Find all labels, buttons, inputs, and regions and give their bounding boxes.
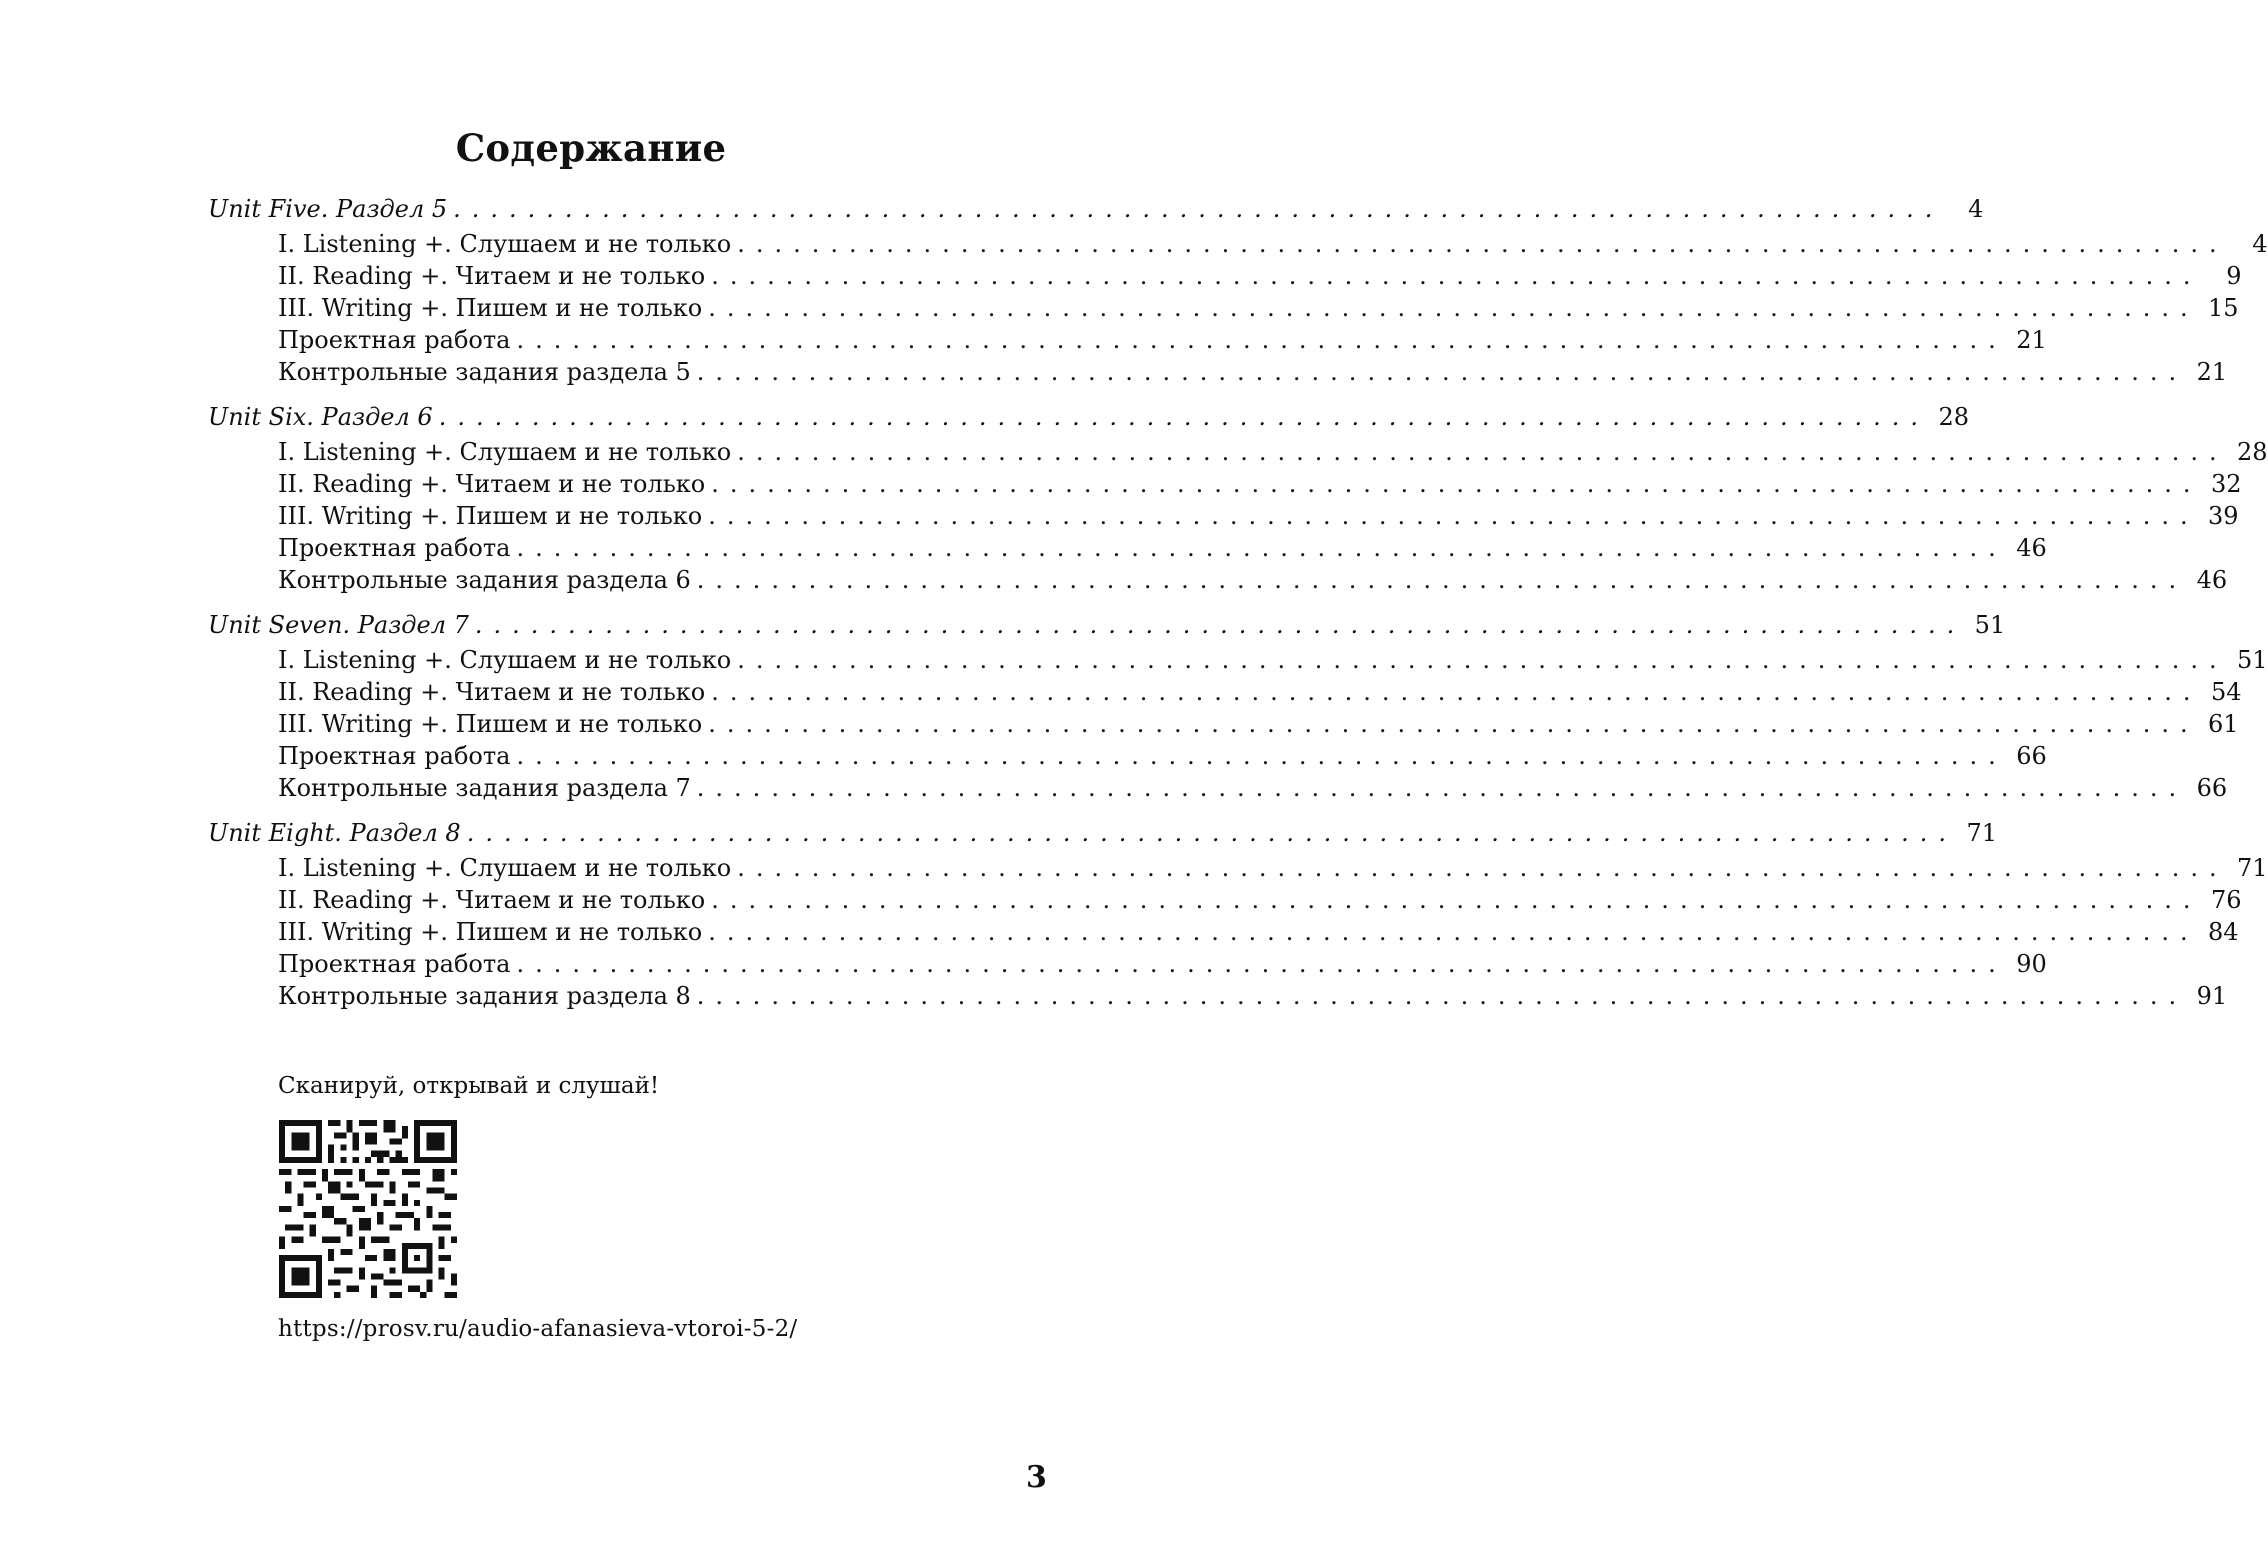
dot-leader: ................................................................................ — [696, 982, 2188, 1010]
toc-page-number: 71 — [2228, 852, 2268, 884]
toc-unit-row[interactable] — [208, 190, 1984, 228]
toc-unit-row[interactable] — [208, 398, 1969, 436]
toc-unit-7 — [208, 606, 2268, 804]
toc-entry[interactable] — [208, 916, 2239, 948]
toc-page-number: 54 — [2202, 676, 2242, 708]
toc-unit-label: Unit Eight. Раздел 8 — [208, 814, 467, 852]
scan-prompt: Сканируй, открывай и слушай! — [278, 1073, 660, 1099]
dot-leader: ................................................................................ — [737, 230, 2228, 258]
toc-page-number: 39 — [2199, 500, 2239, 532]
dot-leader: ................................................................................ — [516, 534, 2007, 562]
toc-entry-label: II. Reading +. Читаем и не только — [278, 884, 711, 916]
toc-entry[interactable] — [208, 852, 2268, 884]
toc-entry[interactable] — [208, 980, 2228, 1012]
toc-entry[interactable] — [208, 228, 2268, 260]
toc-entry-label: III. Writing +. Пишем и не только — [278, 292, 708, 324]
toc-page-number: 51 — [1965, 606, 2005, 644]
toc-page-number: 4 — [2228, 228, 2268, 260]
toc-entry[interactable] — [208, 884, 2242, 916]
toc-page-number: 4 — [1943, 190, 1983, 228]
toc-entry[interactable] — [208, 500, 2239, 532]
dot-leader: ................................................................................ — [708, 502, 2199, 530]
toc-entry[interactable] — [208, 468, 2242, 500]
dot-leader: ................................................................................ — [696, 774, 2188, 802]
dot-leader: ................................................................................ — [711, 678, 2202, 706]
dot-leader: ................................................................................ — [438, 403, 1929, 431]
toc-entry[interactable] — [208, 772, 2228, 804]
toc-entry[interactable] — [208, 948, 2047, 980]
toc-unit-label: Unit Seven. Раздел 7 — [208, 606, 475, 644]
toc-page-number: 32 — [2202, 468, 2242, 500]
dot-leader: ................................................................................ — [737, 854, 2228, 882]
toc-page-number: 21 — [2007, 324, 2047, 356]
page-title: Содержание — [455, 126, 727, 170]
toc-entry[interactable] — [208, 644, 2268, 676]
toc-entry-label: Контрольные задания раздела 7 — [278, 772, 697, 804]
toc-entry[interactable] — [208, 532, 2047, 564]
dot-leader: ................................................................................ — [737, 646, 2228, 674]
toc-page-number: 91 — [2187, 980, 2227, 1012]
toc-entry-label: II. Reading +. Читаем и не только — [278, 260, 711, 292]
dot-leader: ................................................................................ — [696, 566, 2188, 594]
toc-page-number: 46 — [2007, 532, 2047, 564]
toc-page-number: 28 — [2228, 436, 2268, 468]
toc-entry[interactable] — [208, 740, 2047, 772]
toc-entry-label: Проектная работа — [278, 324, 516, 356]
toc-page-number: 61 — [2199, 708, 2239, 740]
toc-entry-label: III. Writing +. Пишем и не только — [278, 708, 708, 740]
dot-leader: ................................................................................ — [737, 438, 2228, 466]
toc-unit-row[interactable] — [208, 814, 1998, 852]
dot-leader: ................................................................................ — [696, 358, 2188, 386]
toc-entry-label: Проектная работа — [278, 532, 516, 564]
toc-entry[interactable] — [208, 436, 2268, 468]
toc-page-number: 15 — [2199, 292, 2239, 324]
toc-page-number: 90 — [2007, 948, 2047, 980]
dot-leader: ................................................................................ — [466, 819, 1958, 847]
toc-page-number: 66 — [2187, 772, 2227, 804]
toc-unit-8 — [208, 814, 2268, 1012]
dot-leader: ................................................................................ — [516, 742, 2007, 770]
toc-entry-label: I. Listening +. Слушаем и не только — [278, 852, 737, 884]
dot-leader: ................................................................................ — [711, 886, 2202, 914]
toc-entry-label: II. Reading +. Читаем и не только — [278, 676, 711, 708]
toc-page-number: 71 — [1957, 814, 1997, 852]
toc-entry-label: I. Listening +. Слушаем и не только — [278, 436, 737, 468]
toc-entry[interactable] — [208, 260, 2242, 292]
toc-entry[interactable] — [208, 676, 2242, 708]
toc-entry-label: Проектная работа — [278, 740, 516, 772]
toc-page-number: 21 — [2187, 356, 2227, 388]
dot-leader: ................................................................................ — [711, 262, 2202, 290]
toc-entry[interactable] — [208, 292, 2239, 324]
dot-leader: ................................................................................ — [453, 195, 1944, 223]
toc-entry-label: III. Writing +. Пишем и не только — [278, 916, 708, 948]
toc-page-number: 9 — [2202, 260, 2242, 292]
dot-leader: ................................................................................ — [474, 611, 1966, 639]
toc-entry[interactable] — [208, 564, 2228, 596]
toc-entry-label: I. Listening +. Слушаем и не только — [278, 644, 737, 676]
dot-leader: ................................................................................ — [516, 326, 2007, 354]
toc-page-number: 28 — [1929, 398, 1969, 436]
toc-entry-label: III. Writing +. Пишем и не только — [278, 500, 708, 532]
qr-code-icon[interactable] — [279, 1120, 457, 1298]
toc-unit-6 — [208, 398, 2268, 596]
toc-unit-label: Unit Five. Раздел 5 — [208, 190, 453, 228]
toc-entry-label: Контрольные задания раздела 8 — [278, 980, 697, 1012]
toc-entry-label: II. Reading +. Читаем и не только — [278, 468, 711, 500]
dot-leader: ................................................................................ — [516, 950, 2007, 978]
toc-entry-label: Контрольные задания раздела 6 — [278, 564, 697, 596]
toc-entry[interactable] — [208, 324, 2047, 356]
toc-entry[interactable] — [208, 356, 2228, 388]
toc-entry[interactable] — [208, 708, 2239, 740]
page-number: 3 — [1026, 1460, 1047, 1495]
audio-url-link[interactable]: https://prosv.ru/audio-afanasieva-vtoroi-5-2/ — [278, 1316, 798, 1342]
toc-unit-row[interactable] — [208, 606, 2006, 644]
toc-page-number: 66 — [2007, 740, 2047, 772]
table-of-contents — [208, 190, 2268, 1022]
dot-leader: ................................................................................ — [708, 710, 2199, 738]
toc-unit-label: Unit Six. Раздел 6 — [208, 398, 439, 436]
toc-entry-label: Контрольные задания раздела 5 — [278, 356, 697, 388]
toc-entry-label: Проектная работа — [278, 948, 516, 980]
dot-leader: ................................................................................ — [708, 918, 2199, 946]
dot-leader: ................................................................................ — [708, 294, 2199, 322]
toc-entry-label: I. Listening +. Слушаем и не только — [278, 228, 737, 260]
dot-leader: ................................................................................ — [711, 470, 2202, 498]
toc-unit-5 — [208, 190, 2268, 388]
toc-page-number: 84 — [2199, 916, 2239, 948]
toc-page-number: 46 — [2187, 564, 2227, 596]
toc-page-number: 51 — [2228, 644, 2268, 676]
toc-page-number: 76 — [2202, 884, 2242, 916]
